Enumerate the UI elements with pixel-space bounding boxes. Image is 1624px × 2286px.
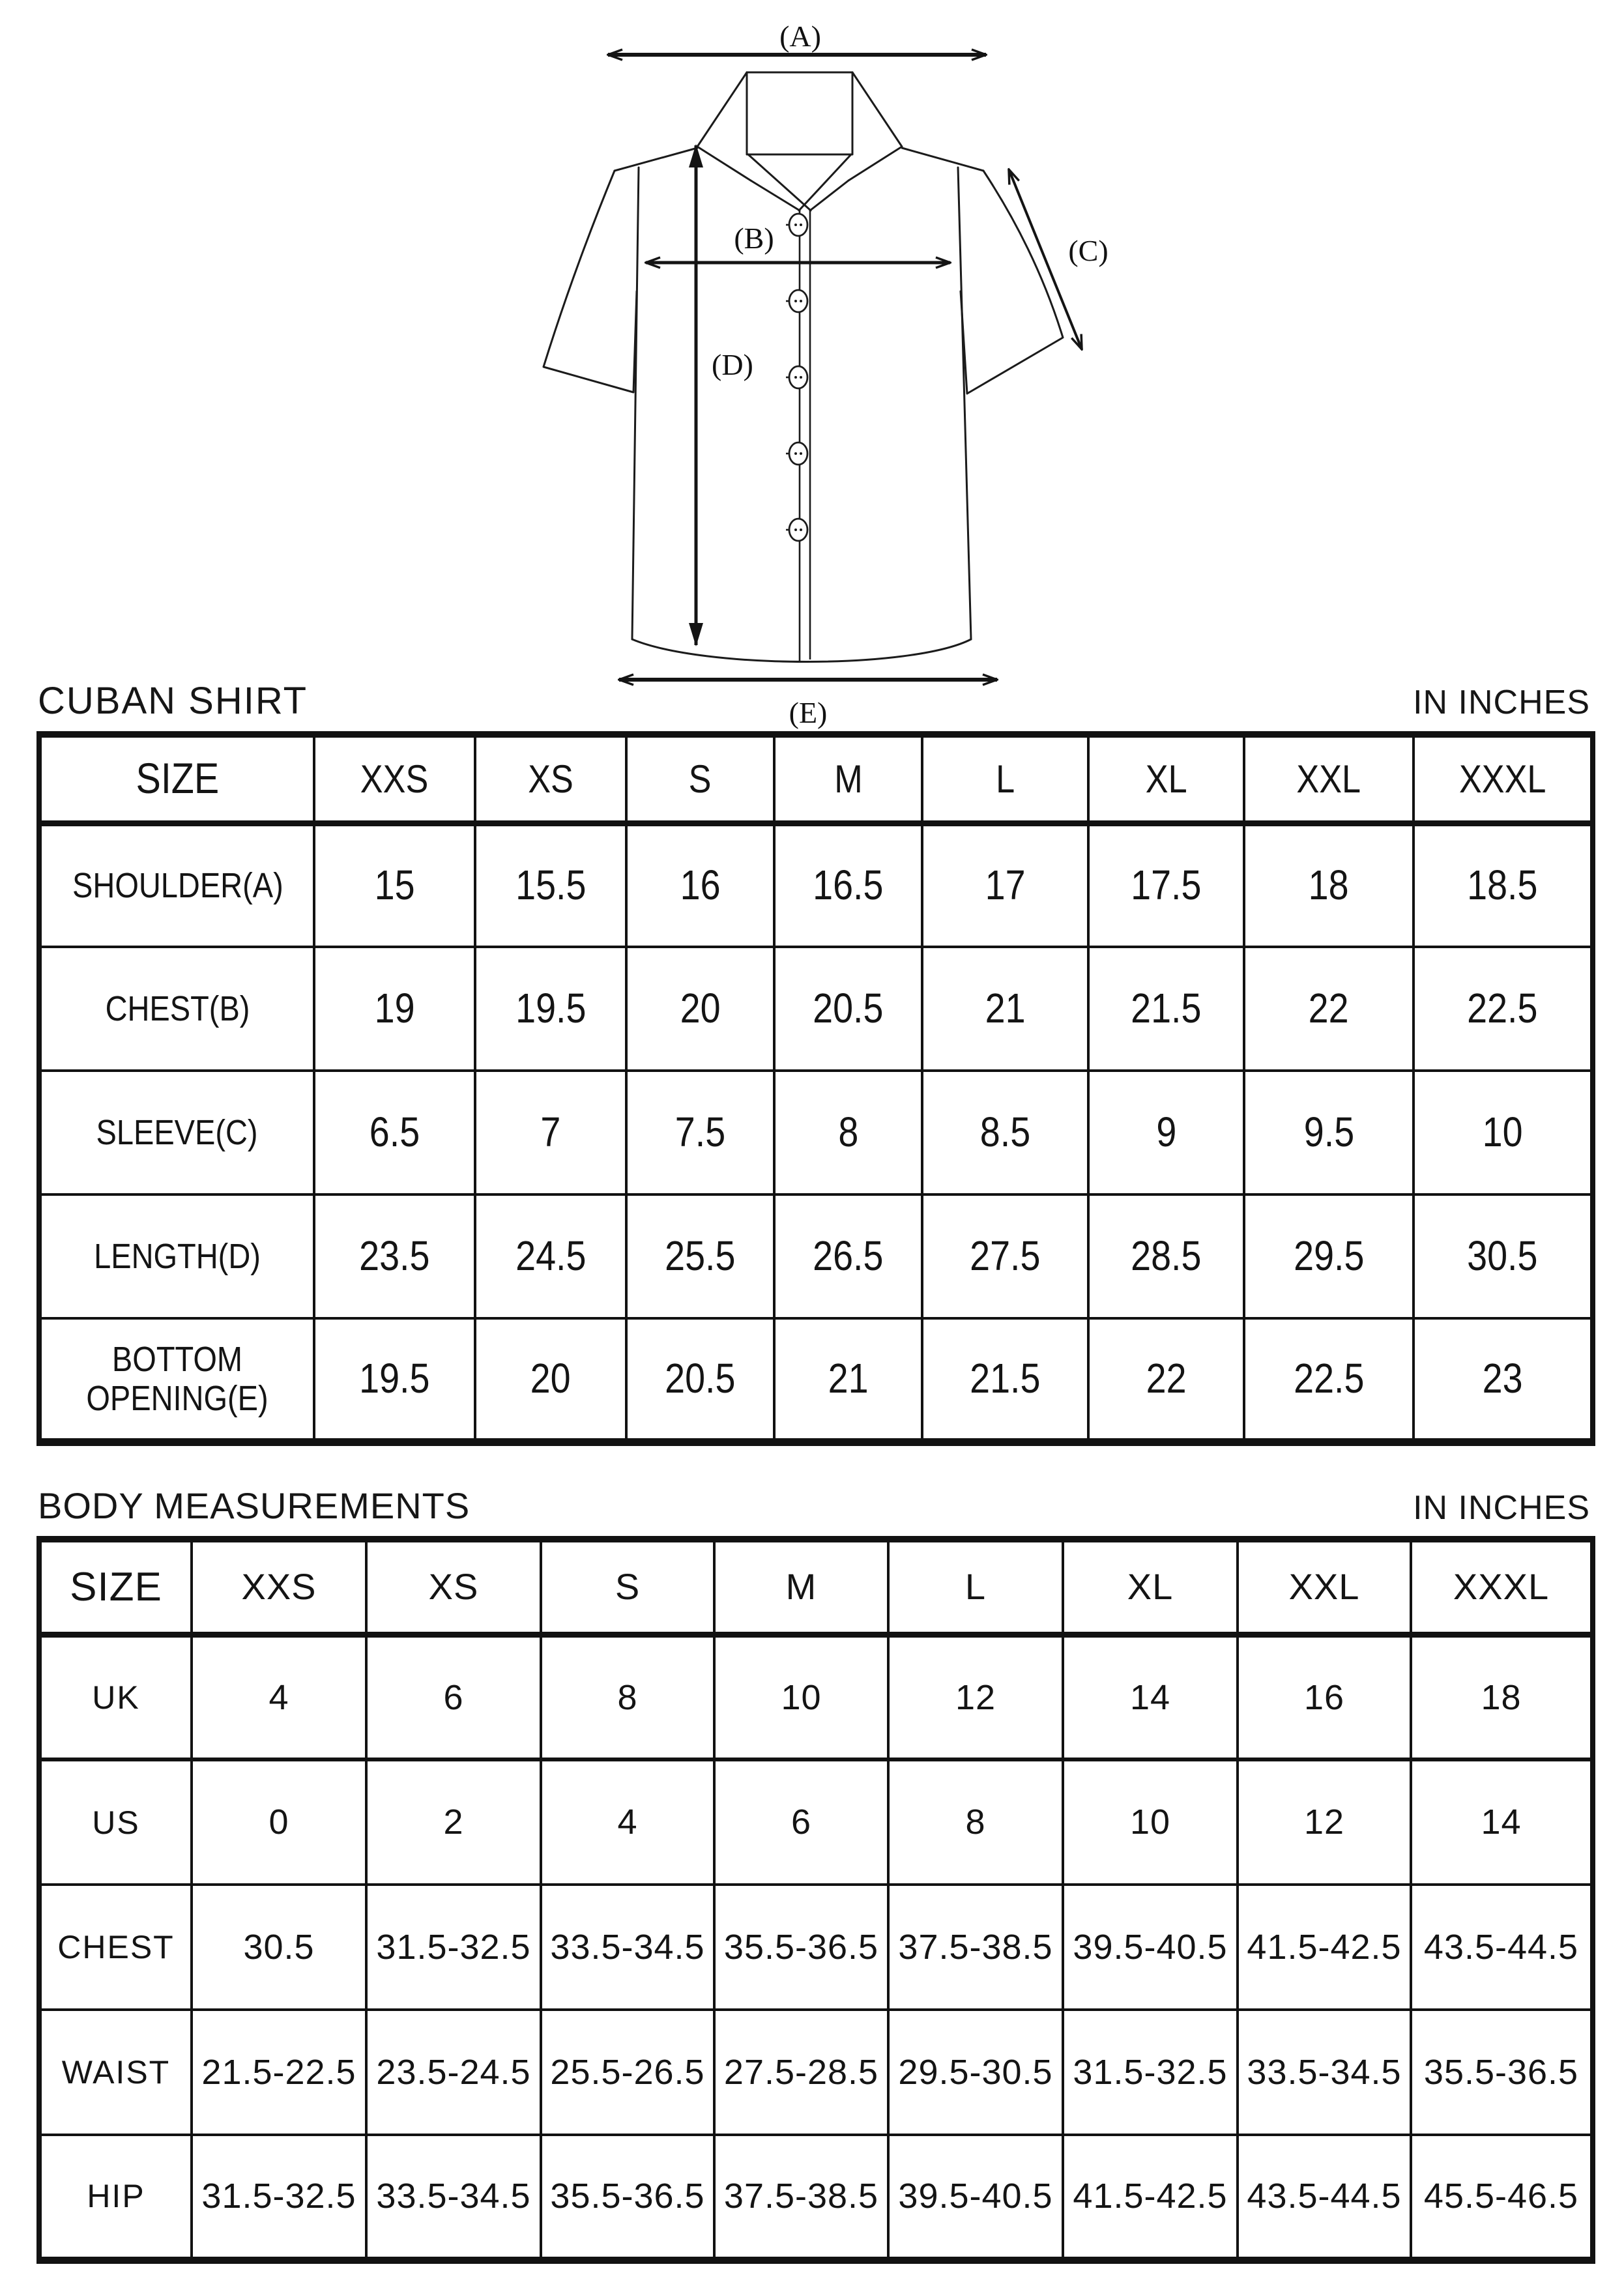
measure-label-b: (B) xyxy=(734,222,774,255)
cell-text: 37.5-38.5 xyxy=(898,1927,1053,1967)
table-cell xyxy=(192,2135,366,2260)
row-label-text: CHEST(B) xyxy=(105,989,250,1028)
table-cell xyxy=(774,1071,922,1194)
body-table-title: BODY MEASUREMENTS xyxy=(38,1485,471,1526)
column-header-text: XXXL xyxy=(1453,1565,1550,1607)
column-header xyxy=(626,734,774,823)
cell-text: 35.5-36.5 xyxy=(1423,2052,1579,2092)
table-cell xyxy=(192,2010,366,2135)
cell-text: 31.5-32.5 xyxy=(1073,2052,1228,2092)
cell-text: 21.5 xyxy=(970,1355,1041,1402)
column-header-text: XXL xyxy=(1288,1565,1360,1607)
table-cell xyxy=(366,2135,541,2260)
cell-text: 19.5 xyxy=(359,1355,430,1402)
table-cell xyxy=(1088,1071,1244,1194)
cell-text: 26.5 xyxy=(813,1232,884,1280)
table-cell xyxy=(475,1071,626,1194)
table-cell xyxy=(888,1634,1063,1759)
table-cell xyxy=(1063,2010,1238,2135)
column-header xyxy=(1088,734,1244,823)
cell-text: 8 xyxy=(838,1108,858,1156)
table-row xyxy=(39,947,1593,1071)
cell-text: 30.5 xyxy=(243,1927,315,1967)
cell-text: 16.5 xyxy=(813,861,884,909)
cell-text: 31.5-32.5 xyxy=(376,1927,531,1967)
body-left-edge xyxy=(632,167,639,639)
table-cell xyxy=(192,1634,366,1759)
table-cell xyxy=(366,1885,541,2010)
cell-text: 31.5-32.5 xyxy=(201,2177,356,2216)
table-cell xyxy=(1088,823,1244,947)
body-measurements-table xyxy=(36,1536,1595,2264)
table-cell xyxy=(192,1759,366,1885)
column-header xyxy=(1411,1539,1593,1634)
column-header-text: XS xyxy=(428,1565,479,1607)
column-header-text: S xyxy=(615,1565,641,1607)
button-icon xyxy=(786,442,807,465)
table-cell xyxy=(475,1318,626,1442)
measure-label-e: (E) xyxy=(789,696,828,729)
header-row xyxy=(39,1539,1593,1634)
cell-text: 15 xyxy=(374,861,415,909)
cell-text: 19.5 xyxy=(515,985,587,1032)
cell-text: 37.5-38.5 xyxy=(723,2177,879,2216)
table-cell xyxy=(774,1194,922,1318)
table-cell xyxy=(541,1885,714,2010)
table-cell xyxy=(714,2010,888,2135)
column-header xyxy=(314,734,475,823)
cell-text: 23 xyxy=(1482,1355,1523,1402)
table-cell xyxy=(1244,823,1414,947)
table-cell xyxy=(774,823,922,947)
table-cell xyxy=(192,1885,366,2010)
cell-text: 18 xyxy=(1309,861,1349,909)
cell-text: 23.5 xyxy=(359,1232,430,1280)
table-cell xyxy=(922,823,1088,947)
table-cell xyxy=(714,2135,888,2260)
column-header-text: L xyxy=(995,757,1015,801)
cell-text: 8 xyxy=(617,1677,638,1717)
cell-text: 16 xyxy=(680,861,721,909)
button-icon xyxy=(786,214,807,236)
cell-text: 7.5 xyxy=(674,1108,726,1156)
column-header xyxy=(541,1539,714,1634)
lapel-edges xyxy=(751,181,848,210)
cell-text: 25.5 xyxy=(665,1232,736,1280)
table-cell xyxy=(888,1885,1063,2010)
table-cell xyxy=(774,1318,922,1442)
table-cell xyxy=(314,1194,475,1318)
cell-text: 4 xyxy=(268,1677,289,1717)
column-header xyxy=(922,734,1088,823)
cell-text: 41.5-42.5 xyxy=(1247,1927,1402,1967)
cell-text: 10 xyxy=(1129,1802,1171,1842)
left-sleeve xyxy=(544,171,637,392)
row-label-text: UK xyxy=(92,1679,140,1716)
cell-text: 9.5 xyxy=(1303,1108,1354,1156)
shirt-table-title: CUBAN SHIRT xyxy=(38,680,308,722)
row-label-text: SLEEVE(C) xyxy=(96,1112,259,1152)
cell-text: 29.5 xyxy=(1293,1232,1365,1280)
column-header xyxy=(1063,1539,1238,1634)
row-label-text: US xyxy=(92,1804,140,1841)
table-row xyxy=(39,2135,1593,2260)
cell-text: 15.5 xyxy=(515,861,587,909)
left-shoulder xyxy=(615,148,697,171)
row-label xyxy=(39,1194,314,1318)
table-cell xyxy=(626,1194,774,1318)
column-header-text: S xyxy=(689,757,712,801)
cell-text: 0 xyxy=(268,1802,289,1842)
button-icon xyxy=(786,519,807,541)
table-cell xyxy=(541,2010,714,2135)
cell-text: 39.5-40.5 xyxy=(1073,1927,1228,1967)
column-header xyxy=(774,734,922,823)
table-cell xyxy=(888,2135,1063,2260)
table-cell xyxy=(1414,1194,1593,1318)
measure-label-d: (D) xyxy=(712,348,753,381)
cell-text: 8.5 xyxy=(979,1108,1031,1156)
cell-text: 39.5-40.5 xyxy=(898,2177,1053,2216)
table-cell xyxy=(475,1194,626,1318)
table-cell xyxy=(626,823,774,947)
cell-text: 20.5 xyxy=(813,985,884,1032)
cell-text: 22 xyxy=(1309,985,1349,1032)
column-header-text: XXS xyxy=(360,757,429,801)
right-shoulder xyxy=(902,148,983,171)
column-header-text: XXXL xyxy=(1458,757,1546,801)
row-label-text: HIP xyxy=(87,2178,145,2215)
cell-text: 18 xyxy=(1481,1677,1522,1717)
table-cell xyxy=(1088,1194,1244,1318)
cell-text: 35.5-36.5 xyxy=(723,1927,879,1967)
row-label xyxy=(39,1885,192,2010)
button-icon xyxy=(786,290,807,312)
cell-text: 6.5 xyxy=(369,1108,420,1156)
column-header-text: SIZE xyxy=(70,1564,162,1610)
cell-text: 19 xyxy=(374,985,415,1032)
row-label-text: LENGTH(D) xyxy=(94,1236,261,1276)
table-cell xyxy=(1414,1318,1593,1442)
table-cell xyxy=(888,1759,1063,1885)
cell-text: 33.5-34.5 xyxy=(1247,2052,1402,2092)
table-cell xyxy=(314,1318,475,1442)
table-cell xyxy=(314,823,475,947)
cell-text: 17.5 xyxy=(1131,861,1202,909)
cell-text: 25.5-26.5 xyxy=(550,2052,705,2092)
cell-text: 18.5 xyxy=(1467,861,1538,909)
table-cell xyxy=(1411,2010,1593,2135)
table-cell xyxy=(1238,2010,1411,2135)
column-header-text: SIZE xyxy=(136,754,219,803)
cell-text: 41.5-42.5 xyxy=(1073,2177,1228,2216)
cell-text: 24.5 xyxy=(515,1232,587,1280)
cell-text: 27.5 xyxy=(970,1232,1041,1280)
table-cell xyxy=(1244,1194,1414,1318)
button-icon xyxy=(786,366,807,388)
table-cell xyxy=(366,2010,541,2135)
cell-text: 10 xyxy=(1482,1108,1523,1156)
table-cell xyxy=(541,1759,714,1885)
column-header xyxy=(1238,1539,1411,1634)
cell-text: 16 xyxy=(1303,1677,1345,1717)
cell-text: 29.5-30.5 xyxy=(898,2052,1053,2092)
column-header-text: M xyxy=(834,757,863,801)
cell-text: 30.5 xyxy=(1467,1232,1538,1280)
cell-text: 22.5 xyxy=(1293,1355,1365,1402)
collar-band xyxy=(747,72,852,154)
measure-label-c: (C) xyxy=(1068,234,1109,267)
column-header xyxy=(714,1539,888,1634)
table-cell xyxy=(1411,1634,1593,1759)
row-label xyxy=(39,2010,192,2135)
cell-text: 23.5-24.5 xyxy=(376,2052,531,2092)
table-cell xyxy=(366,1634,541,1759)
table-row xyxy=(39,823,1593,947)
column-header xyxy=(39,734,314,823)
table-cell xyxy=(714,1885,888,2010)
table-row xyxy=(39,1071,1593,1194)
column-header-text: XXS xyxy=(241,1565,317,1607)
table-cell xyxy=(714,1759,888,1885)
measure-label-a: (A) xyxy=(779,20,821,53)
cell-text: 20 xyxy=(680,985,721,1032)
cell-text: 27.5-28.5 xyxy=(723,2052,879,2092)
column-header-text: L xyxy=(964,1565,987,1607)
table-cell xyxy=(1063,2135,1238,2260)
cell-text: 7 xyxy=(540,1108,561,1156)
column-header xyxy=(888,1539,1063,1634)
table-cell xyxy=(1238,2135,1411,2260)
cell-text: 33.5-34.5 xyxy=(550,1927,705,1967)
table-cell xyxy=(1244,947,1414,1071)
table-cell xyxy=(922,1318,1088,1442)
table-cell xyxy=(888,2010,1063,2135)
table-row xyxy=(39,1885,1593,2010)
cell-text: 35.5-36.5 xyxy=(550,2177,705,2216)
column-header-text: XS xyxy=(528,757,573,801)
table-cell xyxy=(626,1318,774,1442)
hem-edge xyxy=(632,639,971,662)
column-header xyxy=(366,1539,541,1634)
row-label xyxy=(39,823,314,947)
row-label-text: BOTTOM OPENING(E) xyxy=(86,1339,268,1418)
table-cell xyxy=(1411,2135,1593,2260)
cell-text: 6 xyxy=(790,1802,812,1842)
row-label-text: WAIST xyxy=(61,2054,171,2091)
table-cell xyxy=(922,1194,1088,1318)
shirt-size-table xyxy=(36,731,1595,1446)
row-label xyxy=(39,947,314,1071)
table-row xyxy=(39,1318,1593,1442)
table-cell xyxy=(475,947,626,1071)
table-cell xyxy=(541,1634,714,1759)
table-cell xyxy=(1238,1634,1411,1759)
cell-text: 21.5-22.5 xyxy=(201,2052,356,2092)
cell-text: 45.5-46.5 xyxy=(1423,2177,1579,2216)
table-cell xyxy=(714,1634,888,1759)
row-label-text: SHOULDER(A) xyxy=(72,866,283,906)
table-cell xyxy=(314,1071,475,1194)
row-label xyxy=(39,1318,314,1442)
column-header xyxy=(475,734,626,823)
table-cell xyxy=(774,947,922,1071)
table-row xyxy=(39,1634,1593,1759)
table-cell xyxy=(1411,1759,1593,1885)
row-label-text: CHEST xyxy=(57,1929,175,1965)
body-table-units-note: IN INCHES xyxy=(1413,1489,1590,1527)
table-cell xyxy=(1238,1759,1411,1885)
cell-text: 20.5 xyxy=(665,1355,736,1402)
cell-text: 12 xyxy=(1303,1802,1345,1842)
cell-text: 28.5 xyxy=(1131,1232,1202,1280)
column-header xyxy=(192,1539,366,1634)
row-label xyxy=(39,1634,192,1759)
table-row xyxy=(39,2010,1593,2135)
table-cell xyxy=(626,1071,774,1194)
table-cell xyxy=(1088,1318,1244,1442)
row-label xyxy=(39,1759,192,1885)
table-cell xyxy=(541,2135,714,2260)
row-label xyxy=(39,2135,192,2260)
column-header xyxy=(1244,734,1414,823)
cell-text: 22.5 xyxy=(1467,985,1538,1032)
column-header-text: XXL xyxy=(1296,757,1361,801)
cell-text: 4 xyxy=(617,1802,638,1842)
table-cell xyxy=(1244,1318,1414,1442)
lapel-fold-lines xyxy=(748,154,851,210)
column-header xyxy=(39,1539,192,1634)
table-cell xyxy=(314,947,475,1071)
table-cell xyxy=(1088,947,1244,1071)
table-cell xyxy=(1414,947,1593,1071)
cell-text: 21 xyxy=(828,1355,869,1402)
cell-text: 6 xyxy=(443,1677,464,1717)
cell-text: 2 xyxy=(443,1802,464,1842)
column-header xyxy=(1414,734,1593,823)
table-cell xyxy=(1063,1759,1238,1885)
right-collar-wing xyxy=(848,72,902,181)
cell-text: 21 xyxy=(985,985,1026,1032)
table-cell xyxy=(1411,1885,1593,2010)
cell-text: 43.5-44.5 xyxy=(1247,2177,1402,2216)
table-cell xyxy=(1414,1071,1593,1194)
cell-text: 21.5 xyxy=(1131,985,1202,1032)
table-cell xyxy=(1063,1885,1238,2010)
table-cell xyxy=(626,947,774,1071)
table-row xyxy=(39,1194,1593,1318)
table-cell xyxy=(1244,1071,1414,1194)
left-collar-wing xyxy=(697,72,751,181)
cell-text: 33.5-34.5 xyxy=(376,2177,531,2216)
shirt-table-units-note: IN INCHES xyxy=(1413,684,1590,721)
table-cell xyxy=(922,1071,1088,1194)
cell-text: 20 xyxy=(530,1355,571,1402)
right-sleeve xyxy=(961,171,1063,394)
header-row xyxy=(39,734,1593,823)
table-cell xyxy=(1063,1634,1238,1759)
placket-line xyxy=(800,210,810,661)
table-cell xyxy=(1238,1885,1411,2010)
table-row xyxy=(39,1759,1593,1885)
row-label xyxy=(39,1071,314,1194)
cell-text: 8 xyxy=(965,1802,986,1842)
column-header-text: XL xyxy=(1145,757,1187,801)
cell-text: 22 xyxy=(1146,1355,1187,1402)
table-cell xyxy=(1414,823,1593,947)
table-cell xyxy=(475,823,626,947)
table-cell xyxy=(922,947,1088,1071)
column-header-text: M xyxy=(785,1565,817,1607)
cell-text: 43.5-44.5 xyxy=(1423,1927,1579,1967)
cell-text: 10 xyxy=(781,1677,822,1717)
cell-text: 17 xyxy=(985,861,1026,909)
cell-text: 9 xyxy=(1156,1108,1176,1156)
body-right-edge xyxy=(958,167,971,639)
cell-text: 12 xyxy=(955,1677,996,1717)
table-cell xyxy=(366,1759,541,1885)
column-header-text: XL xyxy=(1127,1565,1174,1607)
cell-text: 14 xyxy=(1481,1802,1522,1842)
shirt-diagram xyxy=(508,10,1160,730)
cell-text: 14 xyxy=(1129,1677,1171,1717)
